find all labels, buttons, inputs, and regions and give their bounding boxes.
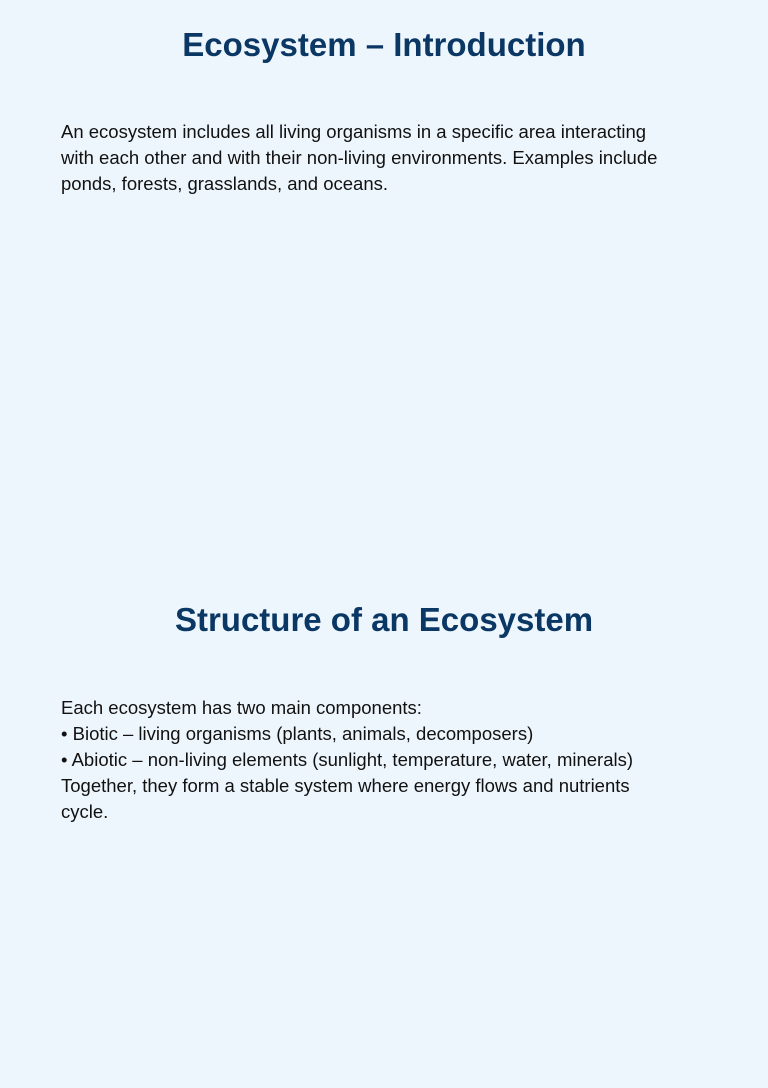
body-line: Each ecosystem has two main components:: [61, 697, 422, 718]
body-line: ponds, forests, grasslands, and oceans.: [61, 173, 389, 194]
bullet-biotic: • Biotic – living organisms (plants, animals, decomposers): [61, 723, 534, 744]
bullet-abiotic: • Abiotic – non-living elements (sunlight, temperature, water, minerals): [61, 749, 634, 770]
body-line: An ecosystem includes all living organisms in a specific area interacting: [61, 121, 647, 142]
body-line: with each other and with their non-living environments. Examples include: [61, 147, 658, 168]
slide-title: Ecosystem – Introduction: [182, 26, 586, 63]
slide-structure-of-ecosystem: [0, 576, 768, 1088]
slide-title: Structure of an Ecosystem: [174, 601, 594, 638]
body-line: Together, they form a stable system where energy flows and nutrients: [61, 775, 630, 796]
body-line: cycle.: [61, 801, 109, 822]
slide-body-text: [61, 695, 711, 825]
slide-body-text: [61, 119, 711, 197]
slide-ecosystem-introduction: [0, 0, 768, 512]
